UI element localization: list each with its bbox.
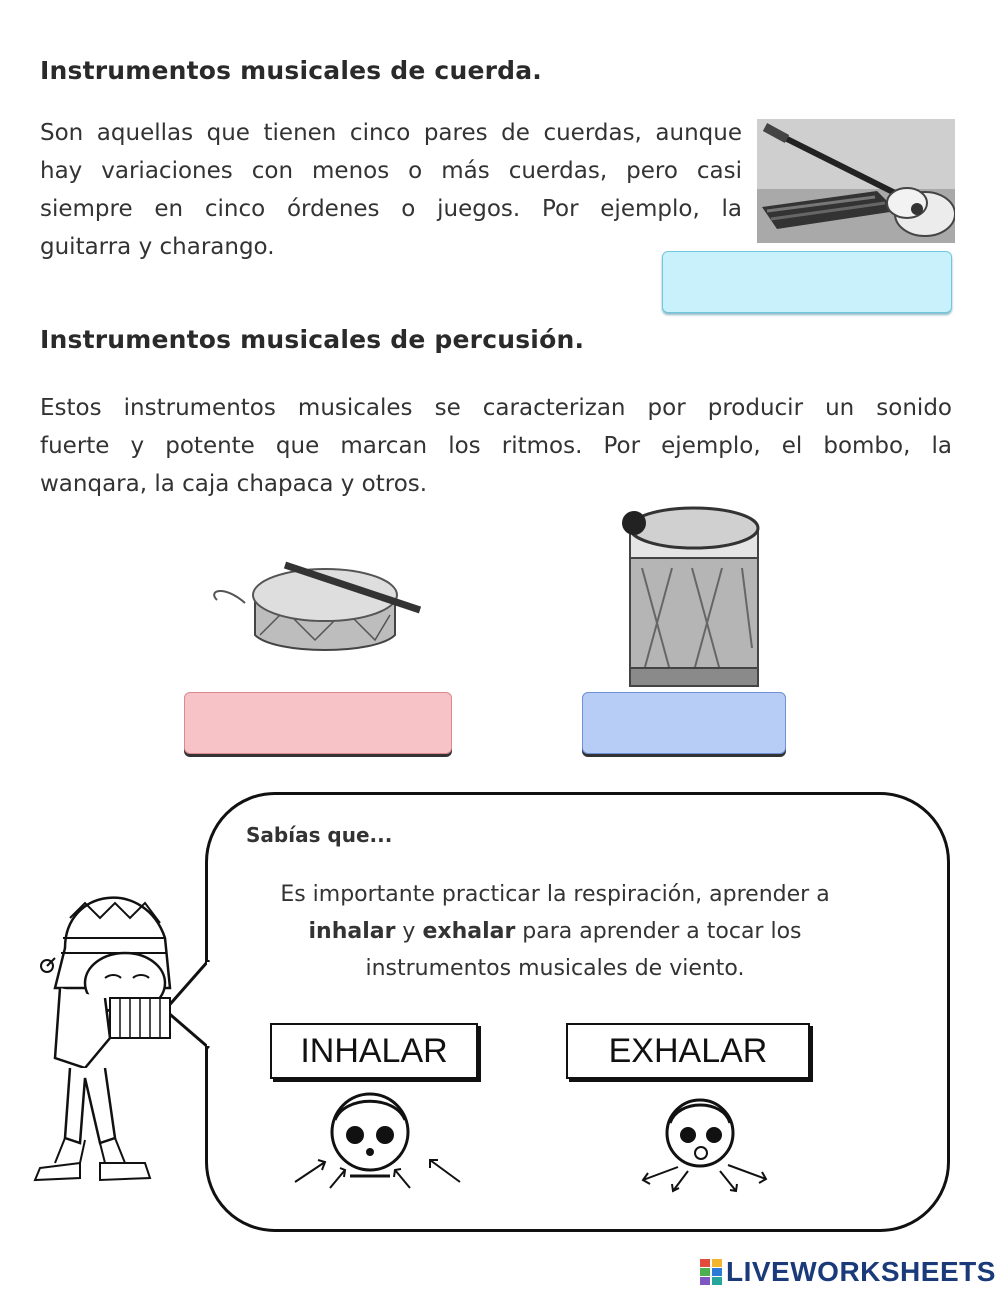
label-inhalar: INHALAR — [270, 1023, 478, 1079]
wanqara-image — [205, 555, 425, 670]
section-title-cuerda: Instrumentos musicales de cuerda. — [40, 56, 542, 85]
sabias-line-2-rest: para aprender a tocar los — [515, 919, 802, 944]
answer-box-bombo[interactable] — [582, 692, 786, 754]
paragraph-line: guitarra y charango. — [40, 234, 275, 260]
paragraph-line: Estos instrumentos musicales se caracterizan por producir un sonido — [40, 395, 952, 421]
exhale-face-icon — [628, 1095, 778, 1195]
charango-icon — [757, 119, 955, 243]
liveworksheets-logo-text: LIVEWORKSHEETS — [726, 1256, 996, 1287]
wanqara-drum-icon — [205, 555, 425, 670]
sabias-text — [225, 876, 885, 987]
charango-photo — [757, 119, 955, 243]
paragraph-line: fuerte y potente que marcan los ritmos. Por ejemplo, el bombo, la — [40, 433, 952, 459]
sabias-title: Sabías que... — [246, 823, 393, 847]
answer-box-cuerda[interactable] — [662, 251, 952, 313]
exhalar-word: exhalar — [422, 919, 516, 944]
paragraph-line: wanqara, la caja chapaca y otros. — [40, 471, 428, 497]
answer-box-wanqara[interactable] — [184, 692, 452, 754]
liveworksheets-logo-icon — [700, 1259, 722, 1285]
bombo-drum-icon — [612, 498, 772, 693]
sabias-line-1: Es importante practicar la respiración, aprender a — [280, 882, 830, 907]
inhale-face-icon — [290, 1090, 470, 1190]
paragraph-percusion — [40, 389, 952, 503]
paragraph-cuerda — [40, 114, 742, 266]
paragraph-line: siempre en cinco órdenes o juegos. Por ejemplo, la — [40, 196, 742, 222]
paragraph-line: Son aquellas que tienen cinco pares de cuerdas, aunque — [40, 120, 742, 146]
liveworksheets-logo — [700, 1256, 996, 1288]
connector-word: y — [395, 919, 423, 944]
section-title-percusion: Instrumentos musicales de percusión. — [40, 325, 585, 354]
label-exhalar: EXHALAR — [566, 1023, 810, 1079]
paragraph-line: hay variaciones con menos o más cuerdas, pero casi — [40, 158, 742, 184]
sabias-line-3: instrumentos musicales de viento. — [365, 956, 745, 981]
bombo-image — [612, 498, 772, 693]
sabias-line-2 — [225, 913, 885, 950]
child-panpipe-icon — [25, 878, 185, 1188]
inhalar-word: inhalar — [308, 919, 396, 944]
